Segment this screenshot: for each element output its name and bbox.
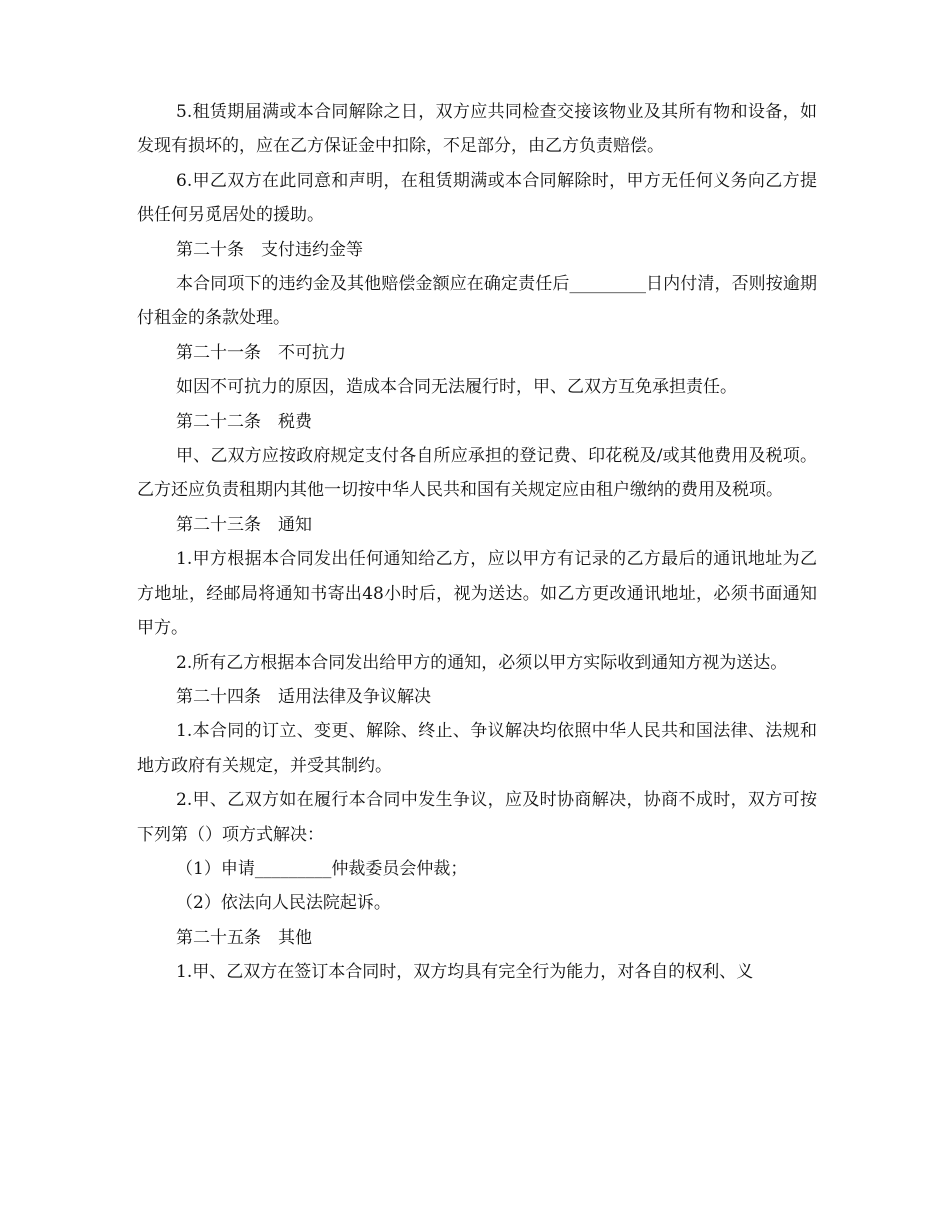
article-24-option-2: （2）依法向人民法院起诉。: [176, 893, 391, 914]
article-23-item-2: 2.所有乙方根据本合同发出给甲方的通知，必须以甲方实际收到通知方视为送达。: [176, 652, 788, 673]
article-23-item-1: 1.甲方根据本合同发出任何通知给乙方，应以甲方有记录的乙方最后的通讯地址为乙方地址，经邮局将通知书寄出48小时后，视为送达。如乙方更改通讯地址，必须书面通知甲方。: [137, 549, 817, 639]
article-24-option-1: （1）申请_________仲裁委员会仲裁；: [176, 858, 468, 879]
article-22-text: 甲、乙双方应按政府规定支付各自所应承担的登记费、印花税及/或其他费用及税项。乙方还应负责租期内其他一切按中华人民共和国有关规定应由租户缴纳的费用及税项。: [137, 446, 817, 501]
article-20-text: 本合同项下的违约金及其他赔偿金额应在确定责任后_________日内付清，否则按逾期付租金的条款处理。: [137, 274, 817, 329]
article-25-heading: 第二十五条 其他: [176, 927, 312, 948]
paragraph-clause-5: 5.租赁期届满或本合同解除之日，双方应共同检查交接该物业及其所有物和设备，如发现有损坏的，应在乙方保证金中扣除，不足部分，由乙方负责赔偿。: [137, 102, 817, 157]
article-22-heading: 第二十二条 税费: [176, 411, 312, 432]
article-21-text: 如因不可抗力的原因，造成本合同无法履行时，甲、乙双方互免承担责任。: [176, 377, 737, 398]
article-24-item-1: 1.本合同的订立、变更、解除、终止、争议解决均依照中华人民共和国法律、法规和地方政府有关规定，并受其制约。: [137, 721, 817, 776]
article-23-heading: 第二十三条 通知: [176, 514, 312, 535]
article-21-heading: 第二十一条 不可抗力: [176, 342, 346, 363]
article-25-item-1: 1.甲、乙双方在签订本合同时，双方均具有完全行为能力，对各自的权利、义: [176, 962, 754, 983]
document-body: [137, 95, 817, 990]
article-24-heading: 第二十四条 适用法律及争议解决: [176, 686, 431, 707]
paragraph-clause-6: 6.甲乙双方在此同意和声明，在租赁期满或本合同解除时，甲方无任何义务向乙方提供任何另觅居处的援助。: [137, 170, 817, 226]
article-20-heading: 第二十条 支付违约金等: [176, 239, 363, 260]
article-24-item-2: 2.甲、乙双方如在履行本合同中发生争议，应及时协商解决，协商不成时，双方可按下列第（）项方式解决：: [137, 790, 817, 845]
